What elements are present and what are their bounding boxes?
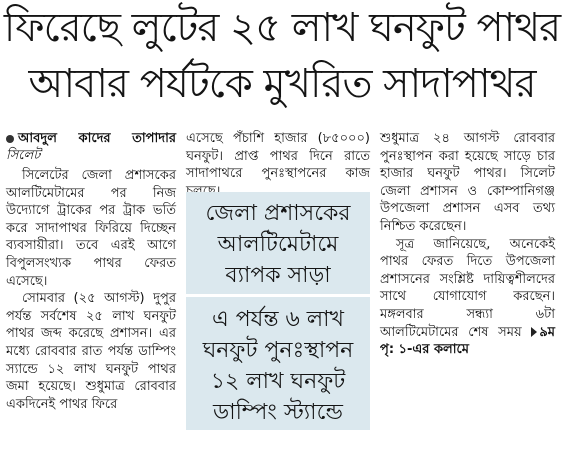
highlight-line: এ পর্যন্ত ৬ লাখ <box>211 307 344 332</box>
highlight-line: ডাম্পিং স্ট্যান্ডে <box>213 400 343 425</box>
paragraph-text: সূত্র জানিয়েছে, অনেকেই পাথর ফেরত দিতে উপজেলা প্রশাসনের সংশ্লিষ্ট দায়িত্বশীলদের সাথে যোগাযোগ করছেন। মঙ্গলবার সন্ধ্যা ৬টা আলটিমেটামের শেষ সময় <box>380 236 555 340</box>
highlight-box-divider <box>186 294 370 297</box>
headline-line-1: ফিরেছে লুটের ২৫ লাখ ঘনফুট পাথর <box>3 5 561 51</box>
highlight-line: জেলা প্রশাসকের <box>205 201 351 226</box>
paragraph: শুধুমাত্র ২৪ আগস্ট রোববার পুনঃস্থাপন করা হয়েছে সাড়ে চার হাজার ঘনফুট পাথর। সিলেট জেলা প্রশাসন ও কোম্পানিগঞ্জ উপজেলা প্রশাসন এসব তথ্য নিশ্চিত করেছেন। <box>380 131 555 234</box>
byline-author: আবদুল কাদের তাপাদার <box>18 131 176 146</box>
highlight-line: আলটিমেটামে <box>217 232 339 257</box>
article-column-right <box>380 130 555 359</box>
headline-line-2: আবার পর্যটকে মুখরিত সাদাপাথর <box>28 61 536 107</box>
highlight-box <box>186 192 370 430</box>
paragraph: সিলেটের জেলা প্রশাসকের আলটিমেটামের পর নিজ উদ্যোগে ট্রাকের পর ট্রাক ভর্তি করে সাদাপাথর ফিরিয়ে দিচ্ছেন ব্যবসায়ীরা। তবে এরই আগে বিপুলসংখ্যক পাথর ফেরত এসেছে। <box>6 168 176 289</box>
highlight-line: ব্যাপক সাড়া <box>225 263 331 288</box>
byline-place: সিলেট <box>6 148 41 163</box>
article-column-left <box>6 130 176 413</box>
continued-label: ৯ম পৃ: ১-এর কলামে <box>380 324 555 358</box>
highlight-box-lower <box>186 304 370 428</box>
paragraph: সোমবার (২৫ আগস্ট) দুপুর পর্যন্ত সর্বশেষ ২৫ লাখ ঘনফুট পাথর জব্দ করেছে প্রশাসন। এর মধ্যে রোববার রাত পর্যন্ত ডাম্পিং স্যান্ডে ১২ লাখ ঘনফুট পাথর জমা হয়েছে। শুধুমাত্র রোববার একদিনেই পাথর ফিরে <box>6 291 176 412</box>
byline <box>6 130 176 164</box>
paragraph <box>380 236 555 359</box>
bullet-icon <box>6 135 14 143</box>
highlight-line: ঘনফুট পুনঃস্থাপন <box>202 338 354 363</box>
article-column-middle-top <box>186 130 370 200</box>
highlight-box-upper <box>186 198 370 291</box>
arrow-right-icon <box>531 327 537 337</box>
highlight-line: ১২ লাখ ঘনফুট <box>210 369 346 394</box>
paragraph: এসেছে পঁচাশি হাজার (৮৫০০০) ঘনফুট। প্রাপ্ত পাথর দিনে রাতে সাদাপাথরে পুনঃস্থাপনের কাজ <box>186 131 370 182</box>
